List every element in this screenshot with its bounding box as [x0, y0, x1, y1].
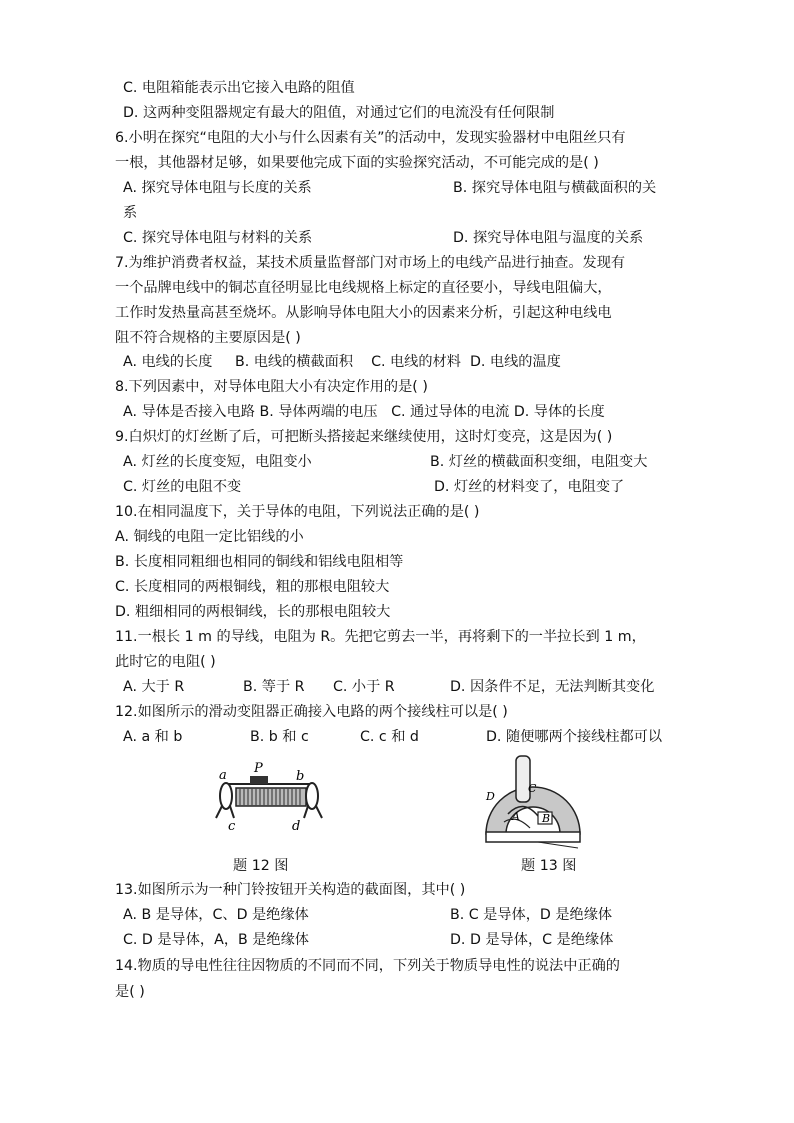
q11-stem-2: 此时它的电阻( ) — [115, 654, 216, 670]
q6-option-a: A. 探究导体电阻与长度的关系 — [123, 180, 312, 196]
label-b: B — [542, 812, 551, 825]
q13-stem: 13.如图所示为一种门铃按钮开关构造的截面图，其中( ) — [115, 882, 466, 898]
q10-option-a: A. 铜线的电阻一定比铝线的小 — [115, 529, 304, 545]
q6-stem-1: 6.小明在探究“电阻的大小与什么因素有关”的活动中，发现实验器材中电阻丝只有 — [115, 130, 626, 146]
q5-option-c: C. 电阻箱能表示出它接入电路的阻值 — [123, 80, 355, 96]
q14-stem-2: 是( ) — [115, 984, 145, 1000]
q10-option-c: C. 长度相同的两根铜线，粗的那根电阻较大 — [115, 579, 390, 595]
label-c: c — [228, 819, 236, 834]
q11-option-b: B. 等于 R — [243, 679, 305, 695]
q10-option-b: B. 长度相同粗细也相同的铜线和铝线电阻相等 — [115, 554, 404, 570]
label-c: C — [528, 782, 537, 795]
label-a: A — [512, 810, 520, 823]
q6-option-b-cont: 系 — [123, 205, 138, 221]
q8-stem: 8.下列因素中，对导体电阻大小有决定作用的是( ) — [115, 379, 428, 395]
q10-stem: 10.在相同温度下，关于导体的电阻，下列说法正确的是( ) — [115, 504, 480, 520]
q9-option-c: C. 灯丝的电阻不变 — [123, 479, 242, 495]
q9-option-a: A. 灯丝的长度变短，电阻变小 — [123, 454, 312, 470]
q7-stem-3: 工作时发热量高甚至烧坏。从影响导体电阻大小的因素来分析，引起这种电线电 — [115, 305, 612, 321]
q13-option-d: D. D 是导体，C 是绝缘体 — [450, 932, 614, 948]
q6-stem-2: 一根，其他器材足够，如果要他完成下面的实验探究活动，不可能完成的是( ) — [115, 155, 599, 171]
q12-option-d: D. 随便哪两个接线柱都可以 — [486, 729, 663, 745]
q9-option-b: B. 灯丝的横截面积变细，电阻变大 — [430, 454, 648, 470]
q6-option-b: B. 探究导体电阻与横截面积的关 — [453, 180, 657, 196]
caption-fig12: 题 12 图 — [233, 858, 289, 874]
q9-option-d: D. 灯丝的材料变了，电阻变了 — [434, 479, 625, 495]
caption-fig13: 题 13 图 — [521, 858, 577, 874]
q6-option-d: D. 探究导体电阻与温度的关系 — [453, 230, 644, 246]
q9-stem: 9.白炽灯的灯丝断了后，可把断头搭接起来继续使用，这时灯变亮，这是因为( ) — [115, 429, 613, 445]
q5-option-d: D. 这两种变阻器规定有最大的阻值，对通过它们的电流没有任何限制 — [123, 105, 555, 121]
q7-stem-1: 7.为维护消费者权益，某技术质量监督部门对市场上的电线产品进行抽查。发现有 — [115, 255, 626, 271]
slider-p — [250, 776, 268, 784]
q13-option-b: B. C 是导体，D 是绝缘体 — [450, 907, 613, 923]
label-d: D — [486, 790, 495, 803]
rheostat-drawing — [210, 762, 330, 834]
doorbell-drawing — [478, 754, 588, 850]
q6-option-c: C. 探究导体电阻与材料的关系 — [123, 230, 313, 246]
q8-options: A. 导体是否接入电路 B. 导体两端的电压 C. 通过导体的电流 D. 导体的长度 — [123, 404, 605, 420]
label-a: a — [219, 768, 227, 783]
q11-option-c: C. 小于 R — [333, 679, 395, 695]
doorbell-figure — [478, 754, 588, 850]
label-b: b — [296, 769, 305, 784]
q12-option-a: A. a 和 b — [123, 729, 183, 745]
button-c — [516, 756, 530, 802]
q12-stem: 12.如图所示的滑动变阻器正确接入电路的两个接线柱可以是( ) — [115, 704, 508, 720]
q13-option-a: A. B 是导体，C、D 是绝缘体 — [123, 907, 309, 923]
rheostat-figure — [210, 762, 330, 834]
q7-stem-2: 一个品牌电线中的铜芯直径明显比电线规格上标定的直径要小，导线电阻偏大， — [115, 280, 612, 296]
q14-stem-1: 14.物质的导电性往往因物质的不同而不同，下列关于物质导电性的说法中正确的 — [115, 958, 620, 974]
q7-options: A. 电线的长度 B. 电线的横截面积 C. 电线的材料 D. 电线的温度 — [123, 354, 561, 370]
q11-option-d: D. 因条件不足，无法判断其变化 — [450, 679, 655, 695]
label-d: d — [292, 819, 301, 834]
q13-option-c: C. D 是导体，A，B 是绝缘体 — [123, 932, 309, 948]
q12-option-b: B. b 和 c — [250, 729, 309, 745]
q11-option-a: A. 大于 R — [123, 679, 185, 695]
q12-option-c: C. c 和 d — [360, 729, 419, 745]
q10-option-d: D. 粗细相同的两根铜线，长的那根电阻较大 — [115, 604, 391, 620]
q11-stem-1: 11.一根长 1 m 的导线，电阻为 R。先把它剪去一半，再将剩下的一半拉长到 1 m， — [115, 629, 646, 645]
q7-stem-4: 阻不符合规格的主要原因是( ) — [115, 330, 301, 346]
label-p: P — [254, 762, 263, 776]
